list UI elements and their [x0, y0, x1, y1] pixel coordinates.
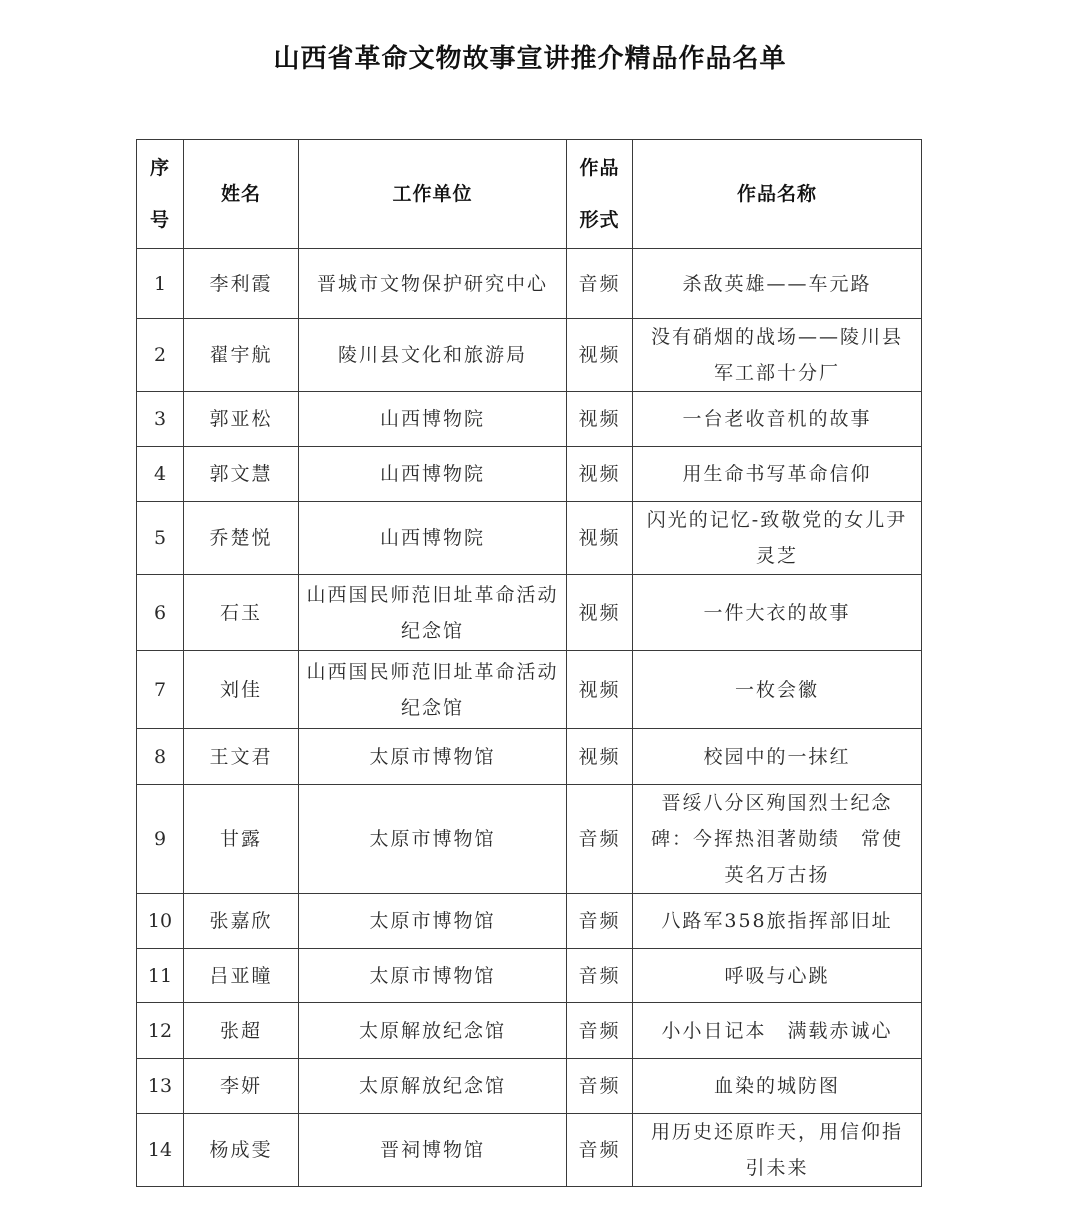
cell-form: 视频 — [567, 447, 633, 502]
cell-name: 李利霞 — [184, 249, 299, 319]
table-row — [137, 575, 922, 651]
cell-no: 5 — [137, 502, 184, 575]
cell-unit: 晋祠博物馆 — [299, 1114, 567, 1187]
cell-name: 张嘉欣 — [184, 894, 299, 949]
cell-form: 音频 — [567, 1003, 633, 1059]
table-row — [137, 319, 922, 392]
cell-name: 乔楚悦 — [184, 502, 299, 575]
cell-name: 李妍 — [184, 1059, 299, 1114]
cell-unit: 太原市博物馆 — [299, 729, 567, 785]
cell-unit: 山西国民师范旧址革命活动纪念馆 — [299, 575, 567, 651]
table-row — [137, 949, 922, 1003]
cell-unit: 太原市博物馆 — [299, 894, 567, 949]
cell-no: 3 — [137, 392, 184, 447]
cell-name: 甘露 — [184, 785, 299, 894]
cell-work: 晋绥八分区殉国烈士纪念碑：今挥热泪著勋绩 常使英名万古扬 — [633, 785, 922, 894]
cell-work: 一件大衣的故事 — [633, 575, 922, 651]
cell-form: 音频 — [567, 785, 633, 894]
cell-work: 一台老收音机的故事 — [633, 392, 922, 447]
cell-unit: 太原解放纪念馆 — [299, 1059, 567, 1114]
cell-name: 郭文慧 — [184, 447, 299, 502]
cell-work: 八路军358旅指挥部旧址 — [633, 894, 922, 949]
table-row — [137, 392, 922, 447]
cell-unit: 山西博物院 — [299, 502, 567, 575]
cell-name: 张超 — [184, 1003, 299, 1059]
cell-work: 小小日记本 满载赤诚心 — [633, 1003, 922, 1059]
cell-form: 视频 — [567, 502, 633, 575]
cell-unit: 山西国民师范旧址革命活动纪念馆 — [299, 651, 567, 729]
cell-no: 11 — [137, 949, 184, 1003]
cell-name: 刘佳 — [184, 651, 299, 729]
table-row — [137, 651, 922, 729]
cell-form: 视频 — [567, 651, 633, 729]
cell-no: 14 — [137, 1114, 184, 1187]
cell-no: 6 — [137, 575, 184, 651]
cell-form: 视频 — [567, 319, 633, 392]
table-row — [137, 1003, 922, 1059]
header-work: 作品名称 — [633, 140, 922, 249]
cell-no: 10 — [137, 894, 184, 949]
cell-work: 血染的城防图 — [633, 1059, 922, 1114]
cell-form: 音频 — [567, 1114, 633, 1187]
table-row — [137, 729, 922, 785]
cell-form: 音频 — [567, 894, 633, 949]
header-no: 序号 — [137, 140, 184, 249]
cell-form: 视频 — [567, 575, 633, 651]
cell-work: 杀敌英雄——车元路 — [633, 249, 922, 319]
cell-name: 翟宇航 — [184, 319, 299, 392]
cell-form: 音频 — [567, 1059, 633, 1114]
cell-work: 一枚会徽 — [633, 651, 922, 729]
cell-unit: 晋城市文物保护研究中心 — [299, 249, 567, 319]
cell-no: 7 — [137, 651, 184, 729]
table-row — [137, 1114, 922, 1187]
table-row — [137, 502, 922, 575]
cell-work: 没有硝烟的战场——陵川县军工部十分厂 — [633, 319, 922, 392]
cell-unit: 太原市博物馆 — [299, 785, 567, 894]
cell-work: 用生命书写革命信仰 — [633, 447, 922, 502]
cell-no: 4 — [137, 447, 184, 502]
works-table — [136, 139, 922, 1187]
table-header-row — [137, 140, 922, 249]
header-form: 作品形式 — [567, 140, 633, 249]
cell-name: 吕亚瞳 — [184, 949, 299, 1003]
table-row — [137, 447, 922, 502]
cell-work: 用历史还原昨天，用信仰指引未来 — [633, 1114, 922, 1187]
header-unit: 工作单位 — [299, 140, 567, 249]
cell-work: 呼吸与心跳 — [633, 949, 922, 1003]
cell-form: 视频 — [567, 392, 633, 447]
header-name: 姓名 — [184, 140, 299, 249]
table-row — [137, 894, 922, 949]
cell-unit: 陵川县文化和旅游局 — [299, 319, 567, 392]
document-title: 山西省革命文物故事宣讲推介精品作品名单 — [273, 44, 787, 74]
cell-no: 13 — [137, 1059, 184, 1114]
cell-form: 音频 — [567, 949, 633, 1003]
table-row — [137, 249, 922, 319]
cell-name: 郭亚松 — [184, 392, 299, 447]
cell-name: 王文君 — [184, 729, 299, 785]
cell-unit: 太原市博物馆 — [299, 949, 567, 1003]
cell-work: 校园中的一抹红 — [633, 729, 922, 785]
table-row — [137, 785, 922, 894]
cell-form: 音频 — [567, 249, 633, 319]
cell-unit: 山西博物院 — [299, 447, 567, 502]
cell-work: 闪光的记忆-致敬党的女儿尹灵芝 — [633, 502, 922, 575]
cell-form: 视频 — [567, 729, 633, 785]
cell-no: 9 — [137, 785, 184, 894]
cell-unit: 太原解放纪念馆 — [299, 1003, 567, 1059]
cell-name: 石玉 — [184, 575, 299, 651]
cell-no: 1 — [137, 249, 184, 319]
table-row — [137, 1059, 922, 1114]
cell-unit: 山西博物院 — [299, 392, 567, 447]
cell-no: 2 — [137, 319, 184, 392]
cell-no: 8 — [137, 729, 184, 785]
cell-no: 12 — [137, 1003, 184, 1059]
cell-name: 杨成雯 — [184, 1114, 299, 1187]
